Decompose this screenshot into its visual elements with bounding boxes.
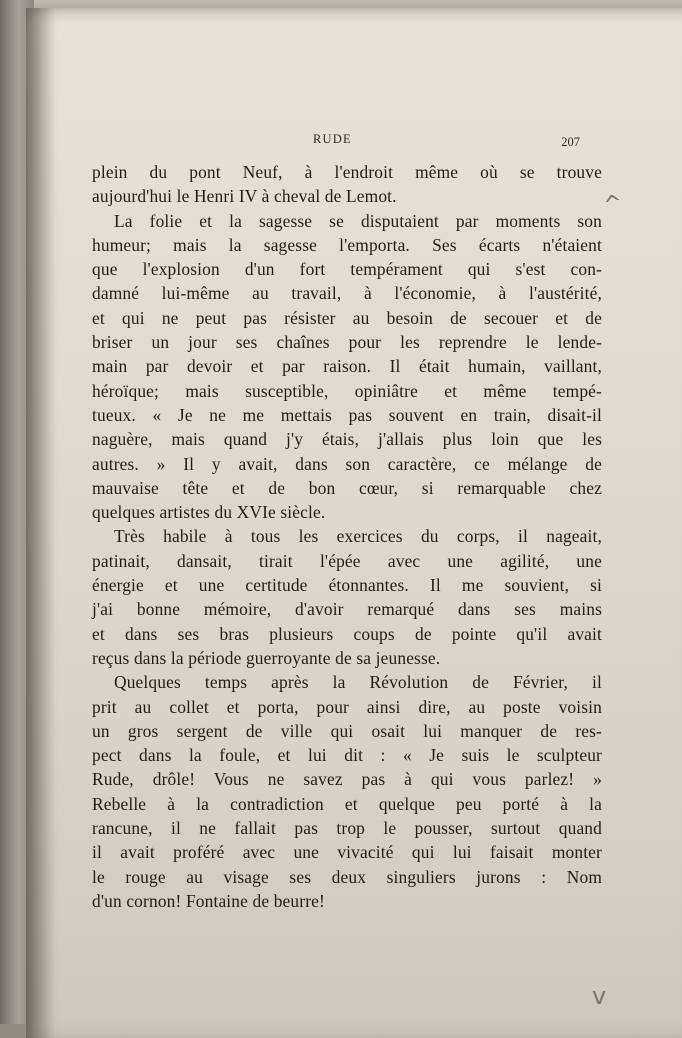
text-line: quelques artistes du XVIe siècle.	[92, 502, 326, 523]
text-line: il avait proféré avec une vivacité qui lui faisait monter	[92, 842, 602, 863]
running-head	[240, 132, 580, 152]
body-text	[92, 160, 602, 913]
text-line: prit au collet et porta, pour ainsi dire, au poste voisin	[92, 696, 602, 717]
text-line: que l'explosion d'un fort tempérament qui s'est con-	[92, 259, 602, 280]
text-line: j'ai bonne mémoire, d'avoir remarqué dans ses mains	[92, 599, 602, 620]
pencil-mark-icon: ^	[601, 190, 625, 219]
text-line: Rude, drôle! Vous ne savez pas à qui vous parlez! »	[92, 769, 602, 790]
text-line: pect dans la foule, et lui dit : « Je suis le sculpteur	[92, 745, 602, 766]
text-line: plein du pont Neuf, à l'endroit même où se trouve	[92, 162, 602, 182]
text-line: énergie et une certitude étonnantes. Il me souvient, si	[92, 575, 602, 596]
text-line: autres. » Il y avait, dans son caractère, ce mélange de	[92, 453, 602, 474]
text-line: héroïque; mais susceptible, opiniâtre et même tempé-	[92, 380, 602, 401]
text-line: le rouge au visage ses deux singuliers jurons : Nom	[92, 866, 602, 887]
text-line: reçus dans la période guerroyante de sa jeunesse.	[92, 647, 441, 668]
text-line: aujourd'hui le Henri IV à cheval de Lemot.	[92, 186, 397, 207]
text-line: et qui ne peut pas résister au besoin de secouer et de	[92, 307, 602, 328]
text-line: briser un jour ses chaînes pour les reprendre le lende-	[92, 332, 602, 353]
text-line: humeur; mais la sagesse l'emporta. Ses écarts n'étaient	[92, 234, 602, 255]
page-number: 207	[561, 135, 580, 149]
text-line: Rebelle à la contradiction et quelque peu porté à la	[92, 793, 602, 814]
text-line: damné lui-même au travail, à l'économie, à l'austérité,	[92, 283, 602, 304]
text-line: main par devoir et par raison. Il était humain, vaillant,	[92, 356, 602, 377]
text-line: d'un cornon! Fontaine de beurre!	[92, 890, 325, 911]
text-line: naguère, mais quand j'y étais, j'allais plus loin que les	[92, 429, 602, 450]
text-line: La folie et la sagesse se disputaient par moments son	[114, 210, 602, 231]
pencil-check-icon: v	[592, 982, 607, 1010]
text-line: mauvaise tête et de bon cœur, si remarquable chez	[92, 477, 602, 498]
text-line: Très habile à tous les exercices du corps, il nageait,	[114, 526, 602, 547]
gutter-shadow	[26, 8, 56, 1038]
text-line: rancune, il ne fallait pas trop le pousser, surtout quand	[92, 818, 602, 839]
text-line: Quelques temps après la Révolution de Février, il	[114, 672, 602, 693]
text-line: et dans ses bras plusieurs coups de pointe qu'il avait	[92, 623, 602, 644]
text-line: un gros sergent de ville qui osait lui manquer de res-	[92, 720, 602, 741]
text-line: tueux. « Je ne me mettais pas souvent en train, disait-il	[92, 404, 602, 425]
running-head-title: RUDE	[313, 132, 352, 146]
text-line: patinait, dansait, tirait l'épée avec une agilité, une	[92, 550, 602, 571]
